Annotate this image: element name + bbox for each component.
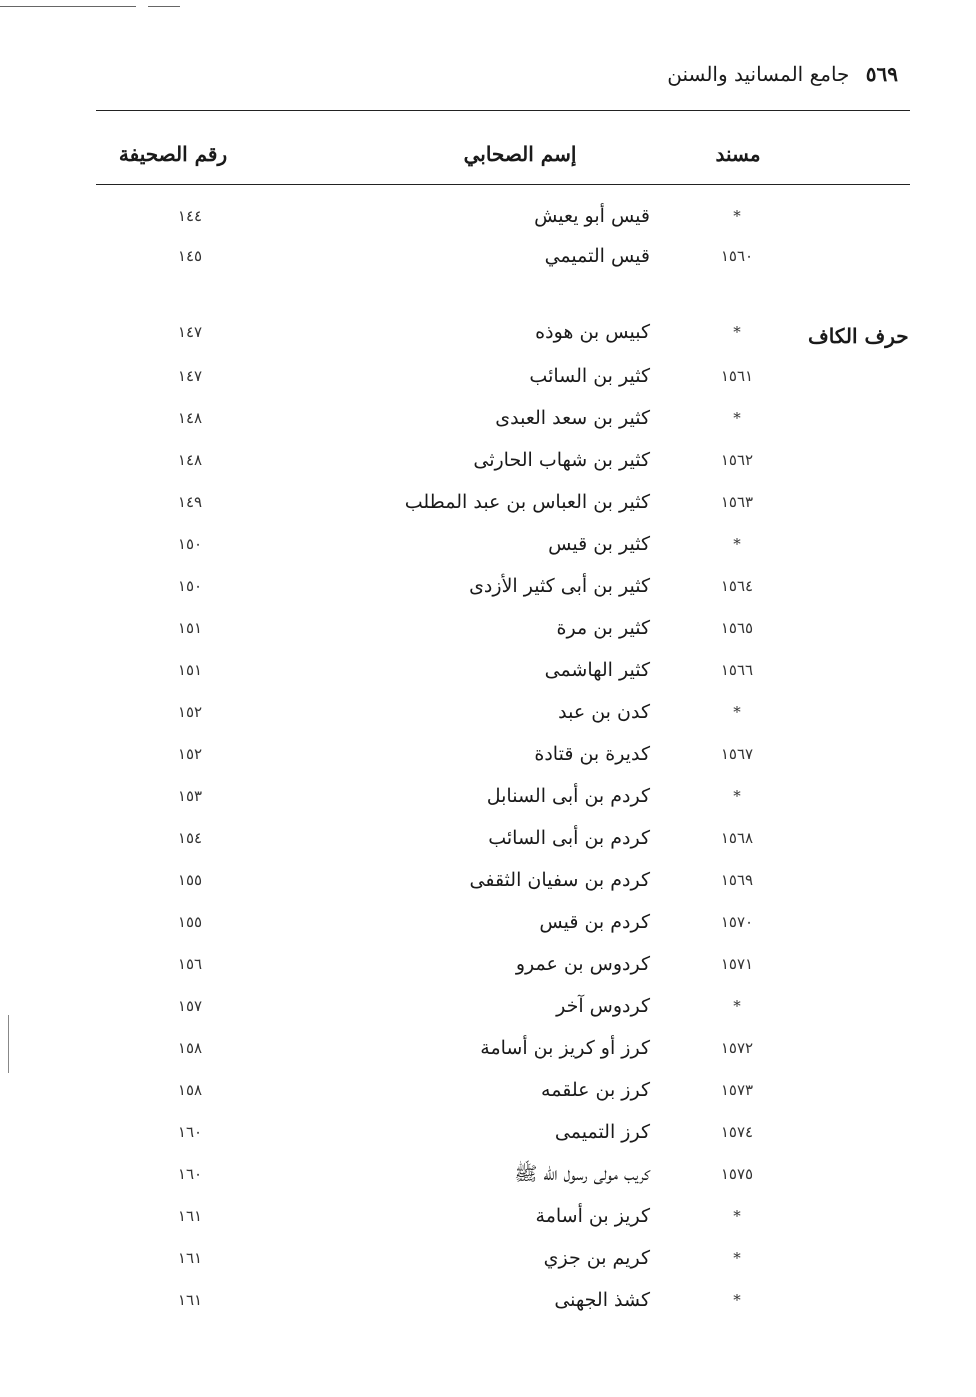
table-header-rule [96,184,910,185]
musnad-number: ١٥٧٠ [720,913,754,931]
companion-name: كثير بن شهاب الحارثى [473,449,650,471]
companion-name: كرز أو كريز بن أسامة [480,1037,650,1059]
table-row [0,356,976,396]
musnad-number: * [733,1249,741,1267]
companion-name: كردوس بن عمرو [515,953,650,975]
header-rule [96,110,910,111]
companion-name: كردم بن أبى السنابل [486,785,650,807]
table-row [0,1070,976,1110]
book-title: جامع المسانيد والسنن [667,62,850,86]
table-row [0,692,976,732]
top-margin-line [148,6,180,7]
section-label: حرف الكاف [808,324,909,348]
companion-name: كشذ الجهنى [554,1289,650,1311]
page-reference: ١٦١ [177,1249,203,1267]
running-header [667,62,898,86]
musnad-number: * [733,207,741,225]
companion-name: كريب مولى رسول الله ﷺ [514,1163,650,1185]
table-row [0,236,976,276]
companion-name: كرز بن علقمه [541,1079,650,1101]
page-reference: ١٦١ [177,1207,203,1225]
page-reference: ١٥١ [177,619,203,637]
page-reference: ١٥٥ [177,871,203,889]
musnad-number: ١٥٦٨ [720,829,754,847]
musnad-number: * [733,787,741,805]
column-header-page: رقم الصحيفة [118,142,228,166]
table-row [0,312,976,352]
table-row [0,566,976,606]
musnad-number: ١٥٧٤ [720,1123,754,1141]
musnad-number: * [733,409,741,427]
musnad-number: ١٥٦٦ [720,661,754,679]
page-reference: ١٤٨ [177,451,203,469]
musnad-number: ١٥٦٤ [720,577,754,595]
table-row [0,650,976,690]
page-number: ٥٦٩ [865,62,898,86]
companion-name: كردم بن قيس [539,911,650,933]
musnad-number: * [733,1291,741,1309]
table-row [0,902,976,942]
table-row [0,440,976,480]
table-row [0,482,976,522]
companion-name: كردوس آخر [556,995,650,1017]
table-row [0,1196,976,1236]
page-reference: ١٤٥ [177,247,203,265]
musnad-number: ١٥٦٠ [720,247,754,265]
musnad-number: * [733,535,741,553]
companion-name: قيس التميمي [544,245,650,267]
companion-name: كثير بن العباس بن عبد المطلب [404,491,650,513]
companion-name: كثير بن أبى كثير الأزدى [469,575,650,597]
top-margin-line [0,6,136,7]
companion-name: كريز بن أسامة [535,1205,650,1227]
companion-name: كثير بن السائب [529,365,650,387]
table-row [0,818,976,858]
page-reference: ١٥٢ [177,745,203,763]
table-row [0,524,976,564]
page-reference: ١٥٠ [177,577,203,595]
musnad-number: ١٥٧٥ [720,1165,754,1183]
table-row [0,1154,976,1194]
table-row [0,196,976,236]
page-reference: ١٤٩ [177,493,203,511]
musnad-number: ١٥٧٣ [720,1081,754,1099]
companion-name: كثير بن مرة [556,617,650,639]
table-row [0,1112,976,1152]
table-row [0,776,976,816]
table-row [0,1280,976,1320]
musnad-number: ١٥٦٢ [720,451,754,469]
page-reference: ١٤٧ [177,323,203,341]
companion-name: كبيس بن هوذه [535,321,650,343]
table-row [0,1238,976,1278]
page-reference: ١٥٠ [177,535,203,553]
page-reference: ١٦١ [177,1291,203,1309]
table-row [0,608,976,648]
page-reference: ١٦٠ [177,1123,203,1141]
page-reference: ١٤٤ [177,207,203,225]
table-row [0,734,976,774]
musnad-number: * [733,703,741,721]
musnad-number: ١٥٦٩ [720,871,754,889]
musnad-number: * [733,1207,741,1225]
musnad-number: ١٥٧١ [720,955,754,973]
page-reference: ١٥٣ [177,787,203,805]
companion-name: كثير بن قيس [548,533,650,555]
page-reference: ١٤٨ [177,409,203,427]
column-header-musnad: مسند [715,142,761,166]
companion-name: كديرة بن قتادة [534,743,650,765]
musnad-number: * [733,323,741,341]
companion-name: كثير الهاشمى [544,659,650,681]
table-row [0,398,976,438]
table-row [0,986,976,1026]
page-reference: ١٥٨ [177,1081,203,1099]
companion-name: كثير بن سعد العبدى [495,407,650,429]
musnad-number: ١٥٦٥ [720,619,754,637]
companion-name: كردم بن سفيان الثقفى [469,869,650,891]
column-header-companion: إسم الصحابي [463,142,577,166]
table-row [0,860,976,900]
table-row [0,944,976,984]
musnad-number: ١٥٦٧ [720,745,754,763]
page-reference: ١٥٢ [177,703,203,721]
musnad-number: ١٥٦١ [720,367,754,385]
page-reference: ١٤٧ [177,367,203,385]
companion-name: كرز التميمى [554,1121,650,1143]
page-reference: ١٥٤ [177,829,203,847]
table-row [0,1028,976,1068]
page-reference: ١٥١ [177,661,203,679]
musnad-number: ١٥٧٢ [720,1039,754,1057]
companion-name: قيس أبو يعيش [534,205,650,227]
page-reference: ١٥٥ [177,913,203,931]
page-reference: ١٦٠ [177,1165,203,1183]
page-reference: ١٥٦ [177,955,203,973]
musnad-number: ١٥٦٣ [720,493,754,511]
companion-name: كردم بن أبى السائب [488,827,650,849]
musnad-number: * [733,997,741,1015]
companion-name: كدن بن عبد [558,701,650,723]
companion-name: كريم بن جزي [543,1247,650,1269]
page-reference: ١٥٧ [177,997,203,1015]
page-reference: ١٥٨ [177,1039,203,1057]
